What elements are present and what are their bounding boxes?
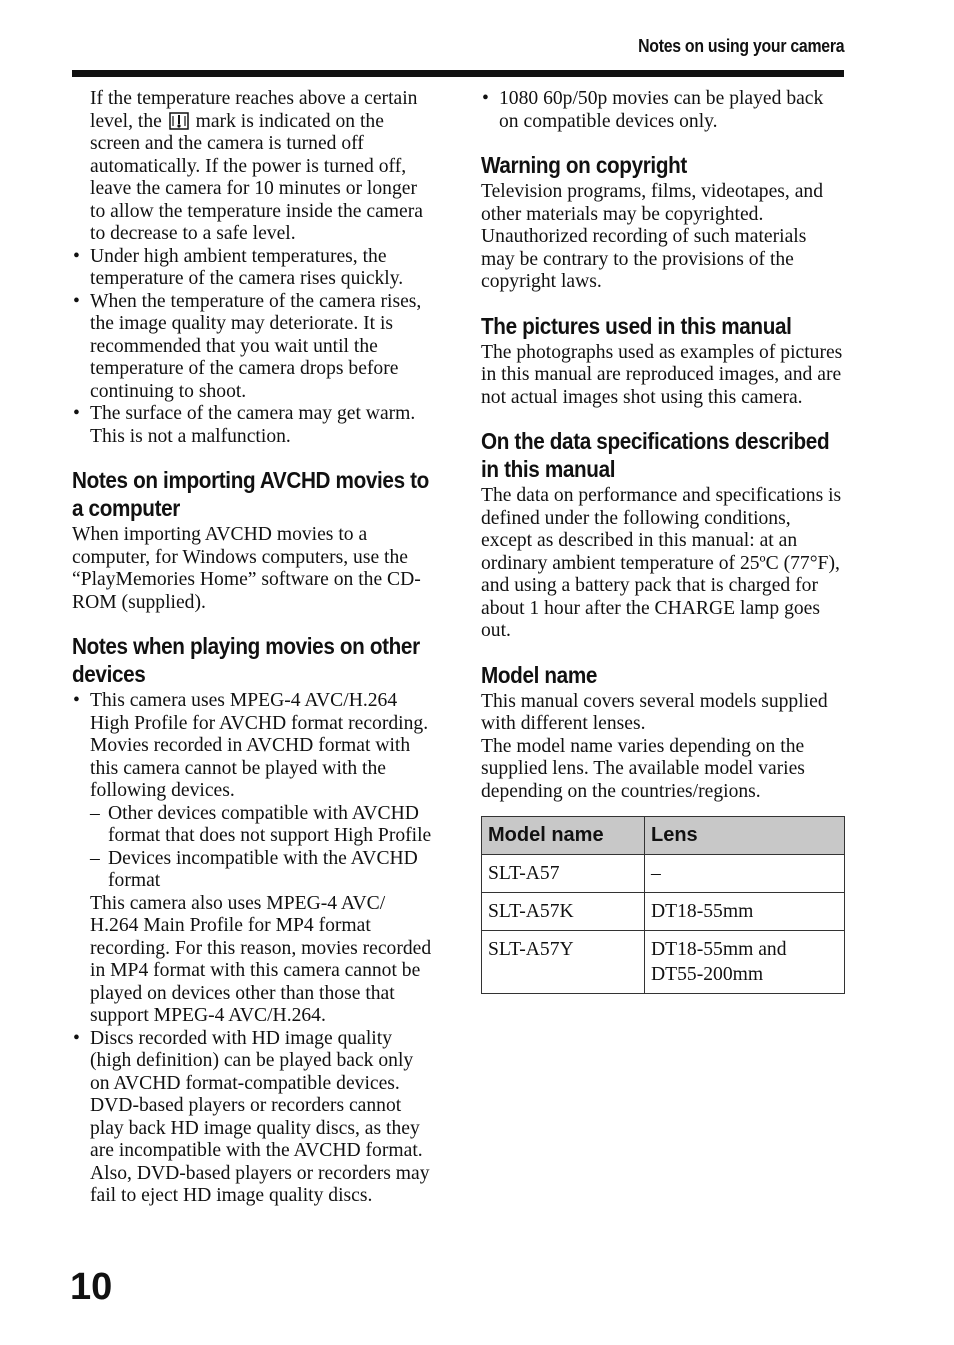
model-cell: SLT-A57 <box>482 855 645 893</box>
specifications-body: The data on performance and specifications is defined under the following conditions, except as described in this manual: at an ordinary ambient temperature of 25ºC (77°F), and using a battery pack that is charged for about 1 hour after the CHARGE lamp goes out. <box>481 485 842 641</box>
right-column <box>481 88 844 994</box>
list-item <box>72 690 434 1028</box>
table-row <box>482 893 845 931</box>
list-item: • Under high ambient temperatures, the temperature of the camera rises quickly. <box>72 246 434 291</box>
section-heading-pictures: The pictures used in this manual <box>481 312 792 339</box>
dash-item: – Other devices compatible with AVCHD format that does not support High Profile <box>90 803 434 848</box>
playing-bullets <box>72 690 434 1208</box>
section-heading-copyright: Warning on copyright <box>481 152 687 178</box>
section-heading-specifications: On the data specifications described in this manual <box>481 428 830 482</box>
left-column <box>72 88 434 1208</box>
pictures-body: The photographs used as examples of pictures in this manual are reproduced images, and are not actual images shot using this camera. <box>481 341 843 408</box>
playing-bullet-continuation: This camera also uses MPEG-4 AVC/ H.264 Main Profile for MP4 format recording. For this reason, movies recorded in MP4 format with this camera cannot be played on devices other than those that support MPEG-4 AVC/H.264. <box>90 892 432 1026</box>
model-cell: SLT-A57K <box>482 893 645 931</box>
column-header-lens: Lens <box>645 817 845 855</box>
table-row <box>482 931 845 994</box>
model-cell: SLT-A57Y <box>482 931 645 994</box>
copyright-body: Television programs, films, videotapes, and other materials may be copyrighted. Unauthorized recording of such materials may be contrary to the provisions of the copyright laws. <box>481 181 823 292</box>
model-body-1: This manual covers several models supplied with different lenses. <box>481 690 828 734</box>
section-heading-playing: Notes when playing movies on other devices <box>72 633 420 687</box>
page-number: 10 <box>70 1266 113 1308</box>
temperature-bullets <box>72 246 434 449</box>
dash-item: – Devices incompatible with the AVCHD format <box>90 848 434 893</box>
table-header-row <box>482 817 845 855</box>
importing-body: When importing AVCHD movies to a computer, for Windows computers, use the “PlayMemories Home” software on the CD-ROM (supplied). <box>72 524 421 613</box>
playback-bullets <box>481 88 844 133</box>
model-table <box>481 816 845 994</box>
column-header-model-name: Model name <box>482 817 645 855</box>
table-row <box>482 855 845 893</box>
header-rule <box>72 70 844 77</box>
temperature-text-start: If the temperature reaches above a certain level, the <box>90 88 418 132</box>
section-heading-model-name: Model name <box>481 661 598 688</box>
playing-bullet-text: This camera uses MPEG-4 AVC/H.264 High Profile for AVCHD format recording. Movies recorded in AVCHD format with this camera cannot be played with the following devices. <box>90 690 429 801</box>
list-item: • Discs recorded with HD image quality (high definition) can be played back only on AVCHD format-compatible devices. DVD-based players or recorders cannot play back HD image quality discs, as they are incompatible with the AVCHD format. Also, DVD-based players or recorders may fail to eject HD image quality discs. <box>72 1028 434 1208</box>
lens-cell: DT18-55mm and DT55-200mm <box>645 931 845 994</box>
list-item: • The surface of the camera may get warm. This is not a malfunction. <box>72 403 434 448</box>
list-item: • 1080 60p/50p movies can be played back on compatible devices only. <box>481 88 844 133</box>
temperature-paragraph <box>72 88 434 246</box>
temperature-warning-icon <box>169 112 189 130</box>
running-header-title: Notes on using your camera <box>637 36 844 56</box>
list-item: • When the temperature of the camera rises, the image quality may deteriorate. It is recommended that you wait until the temperature of the camera drops before continuing to shoot. <box>72 291 434 404</box>
temperature-text-end: mark is indicated on the screen and the camera is turned off automatically. If the power is turned off, leave the camera for 10 minutes or longer to allow the temperature inside the camera to decrease to a safe level. <box>90 110 423 244</box>
incompatible-devices-list <box>90 803 434 893</box>
model-body-2: The model name varies depending on the supplied lens. The available model varies depending on the countries/regions. <box>481 735 805 802</box>
lens-cell: – <box>645 855 845 893</box>
section-heading-importing: Notes on importing AVCHD movies to a computer <box>72 467 429 521</box>
lens-cell: DT18-55mm <box>645 893 845 931</box>
